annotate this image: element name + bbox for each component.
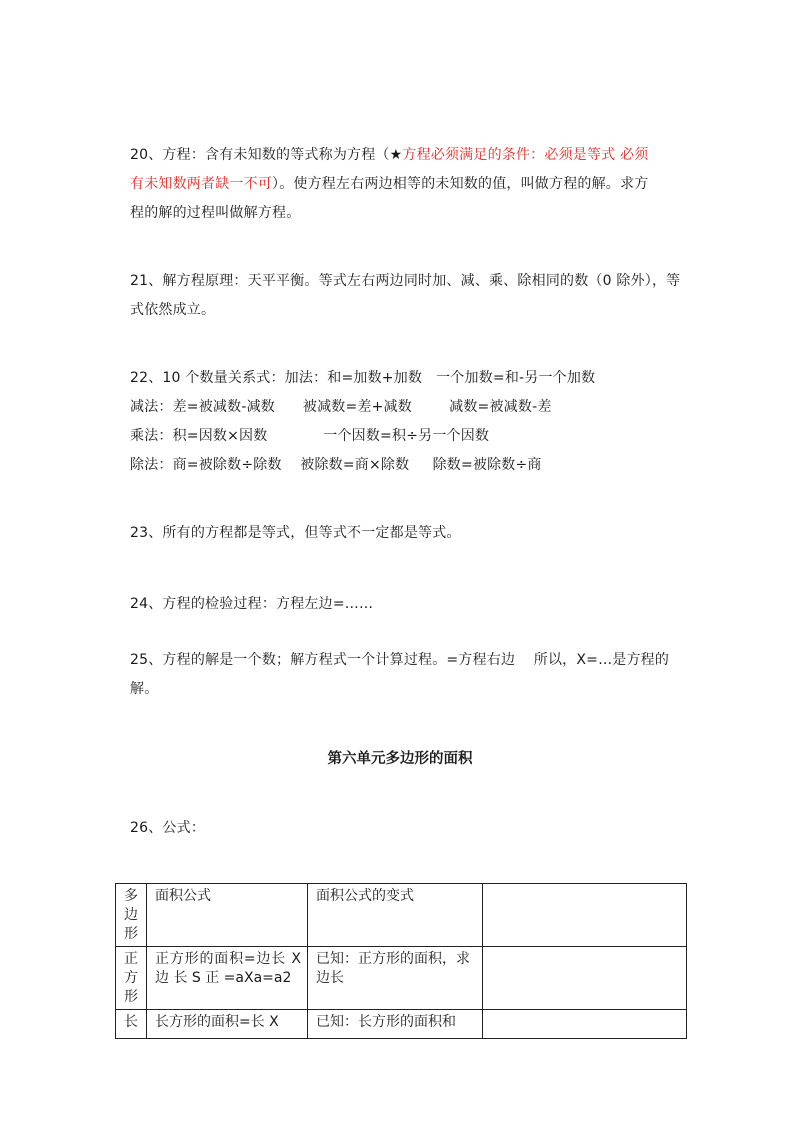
item-20-line-1 bbox=[130, 141, 675, 170]
table-cell bbox=[116, 1010, 147, 1039]
item-25 bbox=[130, 646, 675, 704]
item-21-line-1: 21、解方程原理：天平平衡。等式左右两边同时加、减、乘、除相同的数（0 除外），等 bbox=[130, 273, 681, 289]
item-20 bbox=[130, 141, 675, 228]
table-cell: 长方形的面积=长 X bbox=[147, 1010, 308, 1039]
table-header-cell: 面积公式的变式 bbox=[308, 884, 483, 947]
item-20-highlight: 方程必须满足的条件：必须是等式 必须 bbox=[402, 147, 649, 163]
item-22 bbox=[130, 364, 675, 480]
table-cell bbox=[483, 947, 687, 1010]
item-22-line-2: 减法：差=被减数-减数 被减数=差+减数 减数=被减数-差 bbox=[130, 399, 552, 415]
table-header-row bbox=[116, 884, 687, 947]
table-header-cell bbox=[116, 884, 147, 947]
item-25-line-2: 解。 bbox=[130, 681, 159, 697]
item-20-line-2 bbox=[130, 170, 675, 199]
section-heading: 第六单元多边形的面积 bbox=[327, 751, 473, 767]
item-24-text: 24、方程的检验过程：方程左边=…… bbox=[130, 596, 374, 612]
header-shape-label: 多边形 bbox=[124, 888, 138, 942]
item-25-line-1: 25、方程的解是一个数；解方程式一个计算过程。=方程右边 所以，X=…是方程的 bbox=[130, 652, 670, 668]
item-26-text: 26、公式： bbox=[130, 820, 206, 836]
table-cell: 已知：长方形的面积和 bbox=[308, 1010, 483, 1039]
formula-table bbox=[115, 883, 687, 1039]
table-header-cell: 面积公式 bbox=[147, 884, 308, 947]
item-21 bbox=[130, 267, 681, 325]
item-20-highlight-2: 有未知数两者缺一不可 bbox=[130, 176, 272, 192]
item-23-text: 23、所有的方程都是等式，但等式不一定都是等式。 bbox=[130, 525, 461, 541]
table-cell bbox=[483, 1010, 687, 1039]
item-20-text: 20、方程：含有未知数的等式称为方程（★ bbox=[130, 147, 403, 163]
item-21-line-2: 式依然成立。 bbox=[130, 302, 216, 318]
table-row bbox=[116, 1010, 687, 1039]
item-22-line-3: 乘法：积=因数×因数 一个因数=积÷另一个因数 bbox=[130, 428, 490, 444]
item-22-line-1: 22、10 个数量关系式：加法：和=加数+加数 一个加数=和-另一个加数 bbox=[130, 370, 596, 386]
table-cell: 正方形的面积=边长 X 边 长 S 正 =aXa=a2 bbox=[147, 947, 308, 1010]
table-header-cell bbox=[483, 884, 687, 947]
row-shape-label: 长 bbox=[124, 1014, 138, 1030]
item-20-text-2: ）。使方程左右两边相等的未知数的值，叫做方程的解。求方 bbox=[272, 176, 649, 192]
item-22-line-4: 除法：商=被除数÷除数 被除数=商×除数 除数=被除数÷商 bbox=[130, 457, 542, 473]
item-26 bbox=[130, 814, 675, 843]
item-24 bbox=[130, 590, 675, 619]
item-20-line-3: 程的解的过程叫做解方程。 bbox=[130, 205, 301, 221]
table-cell bbox=[116, 947, 147, 1010]
item-23 bbox=[130, 519, 675, 548]
row-shape-label: 正方形 bbox=[124, 951, 138, 1005]
table-row bbox=[116, 947, 687, 1010]
table-cell: 已知：正方形的面积，求边长 bbox=[308, 947, 483, 1010]
